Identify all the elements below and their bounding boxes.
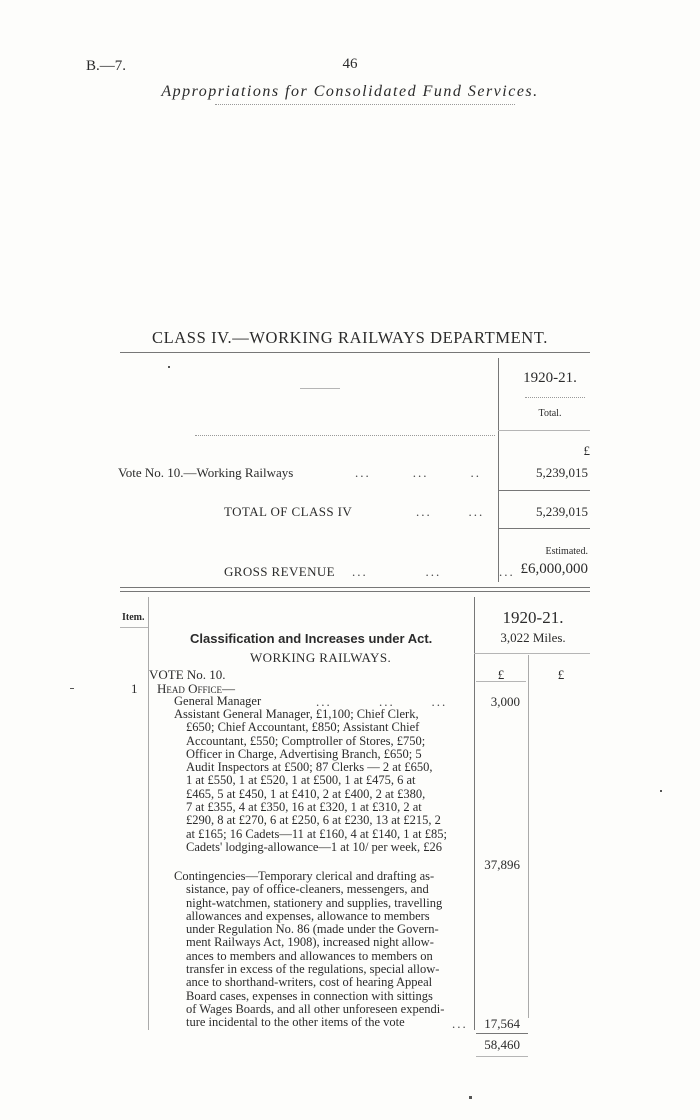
page-number: 46 xyxy=(342,56,358,72)
report-code: B.—7. xyxy=(86,58,127,74)
gross-revenue-leader-dots: ... ... ... xyxy=(352,564,515,579)
contingency-line: allowances and expenses, allowance to members xyxy=(186,908,430,923)
contingency-line: ances to members and allowances to members on xyxy=(186,948,433,963)
item-header-rule xyxy=(120,627,148,628)
contingency-line: ance to shorthand-writers, cost of hearing Appeal xyxy=(186,975,433,990)
detail-currency-1: £ xyxy=(497,667,505,682)
detail-header-rule xyxy=(474,653,590,654)
contingency-line: night-watchmen, stationery and supplies, travelling xyxy=(186,895,443,910)
scan-speck xyxy=(469,1096,472,1099)
scan-speck xyxy=(660,790,662,792)
amount-column-rule-mid xyxy=(528,655,529,1018)
item-header: Item. xyxy=(122,612,145,623)
amount-column-rule-left xyxy=(474,597,475,1030)
assistant-line: 7 at £355, 4 at £350, 16 at £320, 1 at £310, 2 at xyxy=(186,800,422,815)
assistant-line: Audit Inspectors at £500; 87 Clerks — 2 at £650, xyxy=(186,760,433,775)
contingencies-paragraph xyxy=(174,870,474,1030)
page-title: Appropriations for Consolidated Fund Services. xyxy=(161,83,539,100)
summary-currency: £ xyxy=(583,443,590,458)
contingency-leader-dots: ... xyxy=(452,1016,468,1031)
summary-column-rule xyxy=(498,358,499,582)
contingency-amount: 17,564 xyxy=(484,1016,520,1031)
general-manager-label: General Manager xyxy=(174,694,262,708)
contingency-line: transfer in excess of the regulations, special allow- xyxy=(186,962,440,977)
assistant-line: Assistant General Manager, £1,100; Chief Clerk, xyxy=(174,707,419,721)
assistant-line: 1 at £550, 1 at £520, 1 at £500, 1 at £475, 6 at xyxy=(186,773,416,788)
classification-heading: Classification and Increases under Act. xyxy=(190,631,433,646)
summary-header-dotted-rule xyxy=(195,435,495,436)
contingency-line: of Wages Boards, and all other unforeseen expendi- xyxy=(186,1001,445,1016)
detail-currency-rule xyxy=(476,681,526,682)
vote-sum-rule xyxy=(498,490,590,491)
contingency-line: under Regulation No. 86 (made under the Govern- xyxy=(186,922,439,937)
vote-leader-dots: ... ... .. xyxy=(355,465,481,480)
assistant-line: £290, 8 at £270, 6 at £250, 6 at £230, 13 at £215, 2 xyxy=(186,813,441,828)
item-number: 1 xyxy=(131,681,138,696)
scan-speck xyxy=(168,366,170,368)
assistant-line: Cadets' lodging-allowance—1 at 10/ per week, £26 xyxy=(186,839,442,854)
assistant-line: Accountant, £550; Comptroller of Stores, £750; xyxy=(186,733,426,748)
assistant-line: at £165; 16 Cadets—11 at £160, 4 at £140, 1 at £85; xyxy=(186,826,447,841)
contingency-line: Board cases, expenses in connection with sittings xyxy=(186,988,433,1003)
section-heading: WORKING RAILWAYS. xyxy=(250,650,392,665)
summary-bottom-rule-1 xyxy=(120,587,590,588)
subtotal-bottom-rule xyxy=(476,1056,528,1057)
item-column-rule xyxy=(148,597,149,1030)
scan-speck xyxy=(70,688,74,689)
vote-number: VOTE No. 10. xyxy=(149,667,226,682)
total-class-leader-dots: ... ... xyxy=(416,504,485,519)
estimated-label: Estimated. xyxy=(545,546,588,557)
summary-total-label: Total. xyxy=(538,408,562,419)
detail-currency-2: £ xyxy=(557,667,565,682)
summary-top-rule xyxy=(120,352,590,353)
summary-subheader-rule xyxy=(498,430,590,431)
assistant-amount: 37,896 xyxy=(484,857,520,872)
general-manager-amount: 3,000 xyxy=(490,694,520,709)
summary-year: 1920-21. xyxy=(523,370,577,386)
assistant-line: £650; Chief Accountant, £850; Assistant Chief xyxy=(186,720,420,735)
general-manager-leader-dots: ... ... ... xyxy=(316,694,448,709)
contingency-line: Contingencies—Temporary clerical and drafting as- xyxy=(174,869,435,883)
detail-miles: 3,022 Miles. xyxy=(500,630,566,645)
contingency-line: ture incidental to the other items of the vote xyxy=(186,1015,405,1030)
vote-amount: 5,239,015 xyxy=(536,465,588,480)
total-class-label: TOTAL OF CLASS IV xyxy=(224,504,353,519)
detail-year: 1920-21. xyxy=(502,608,564,627)
summary-dash xyxy=(300,388,340,389)
total-class-rule xyxy=(498,528,590,529)
class-title: CLASS IV.—WORKING RAILWAYS DEPARTMENT. xyxy=(152,328,548,347)
subtotal-rule xyxy=(476,1033,528,1034)
summary-bottom-rule-2 xyxy=(120,591,590,592)
contingency-line: ment Railways Act, 1908), increased night allow- xyxy=(186,935,434,950)
head-office-label: Head Office— xyxy=(157,681,236,696)
vote-label: Vote No. 10.—Working Railways xyxy=(118,465,294,480)
summary-year-rule xyxy=(525,397,585,398)
contingency-line: sistance, pay of office-cleaners, messengers, and xyxy=(186,882,429,897)
assistant-paragraph xyxy=(174,708,474,854)
subtotal-amount: 58,460 xyxy=(484,1037,520,1052)
assistant-line: £465, 5 at £450, 1 at £410, 2 at £400, 2 at £380, xyxy=(186,786,426,801)
assistant-line: Officer in Charge, Advertising Branch, £650; 5 xyxy=(186,746,422,761)
gross-revenue-amount: £6,000,000 xyxy=(520,561,588,577)
total-class-amount: 5,239,015 xyxy=(536,504,588,519)
title-underline xyxy=(215,104,515,105)
gross-revenue-label: GROSS REVENUE xyxy=(224,564,336,579)
